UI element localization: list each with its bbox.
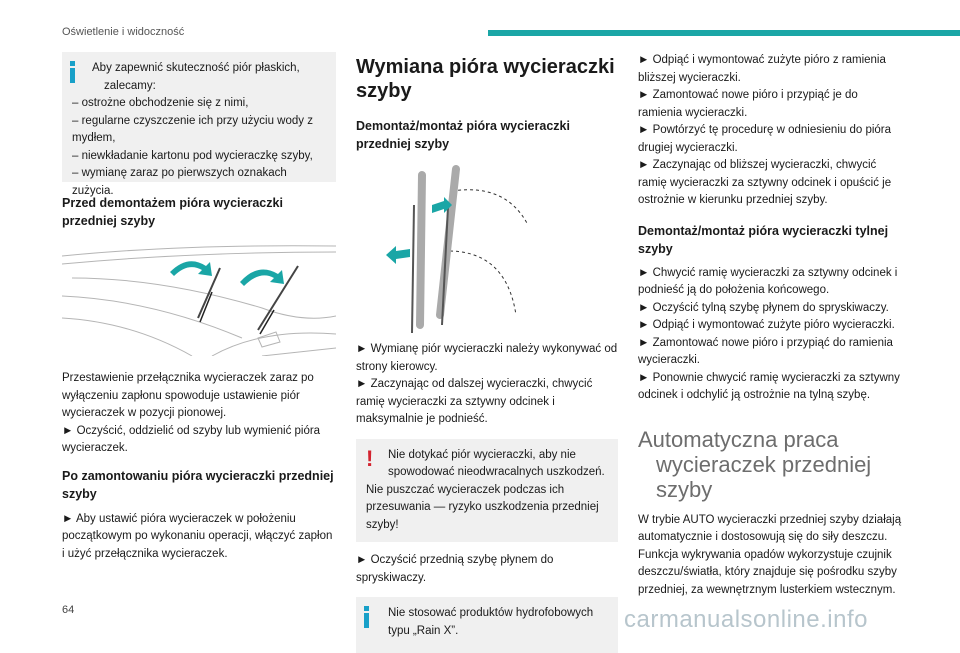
step-lower: ► Zaczynając od bliższej wycieraczki, chwycić ramię wycieraczki za sztywny odcinek i opuścić je ostrożnie w kierunku przedniej szyby. (638, 159, 892, 206)
column-3 (638, 52, 902, 599)
heading-before-removal: Przed demontażem pióra wycieraczki przedniej szyby (62, 196, 283, 228)
subheading-rear-wiper: Demontaż/montaż pióra wycieraczki tylnej szyby (638, 223, 889, 256)
watermark: carmanualsonline.info (624, 606, 868, 633)
warning-first: Nie dotykać piór wycieraczki, aby nie spowodować nieodwracalnych uszkodzeń. (388, 448, 605, 478)
header-accent-bar (488, 30, 960, 36)
step-lift-arm: ► Zaczynając od dalszej wycieraczki, chwycić ramię wycieraczki za sztywny odcinek i maksymalnie je podnieść. (356, 378, 593, 425)
step-clean: ► Oczyścić, oddzielić od szyby lub wymienić pióra wycieraczek. (62, 424, 321, 454)
heading-after-install: Po zamontowaniu pióra wycieraczki przedniej szyby (62, 468, 334, 501)
info-note-rain-x-text: Nie stosować produktów hydrofobowych typu „Rain X”. (388, 607, 594, 637)
wiper-lift-illustration (356, 165, 618, 335)
info-note-item: – ostrożne obchodzenie się z nimi, (72, 97, 249, 109)
column-1 (62, 52, 336, 563)
info-note-first-line: Aby zapewnić skuteczność piór płaskich, (92, 62, 300, 74)
running-header: Oświetlenie i widoczność (62, 26, 185, 38)
info-note-second-line: zalecamy: (104, 79, 156, 92)
info-icon (70, 61, 75, 83)
windscreen-wipers-illustration (62, 238, 336, 356)
rear-step: ► Odpiąć i wymontować zużyte pióro wycieraczki. (638, 319, 895, 331)
section-title-wiper-replacement: Wymiana pióra wycieraczki szyby (356, 56, 615, 102)
rear-step: ► Chwycić ramię wycieraczki za sztywny odcinek i podnieść ją do położenia końcowego. (638, 266, 898, 296)
info-note-item: – wymianę zaraz po pierwszych oznakach zużycia. (72, 167, 287, 197)
step-clean-windscreen: ► Oczyścić przednią szybę płynem do spryskiwaczy. (356, 554, 554, 584)
column-2 (356, 52, 618, 653)
warning-rest: Nie puszczać wycieraczek podczas ich przesuwania — ryzyko uszkodzenia przedniej szyby! (366, 483, 599, 531)
page-number: 64 (62, 604, 75, 616)
step-fit-new: ► Zamontować nowe pióro i przypiąć je do ramienia wycieraczki. (638, 89, 858, 119)
info-note-rain-x (356, 597, 618, 653)
section-title-line2: wycieraczek przedniej szyby (656, 451, 872, 502)
info-note-item: – regularne czyszczenie ich przy użyciu wody z mydłem, (72, 114, 313, 144)
rear-step: ► Oczyścić tylną szybę płynem do spryskiwaczy. (638, 301, 889, 314)
step-repeat: ► Powtórzyć tę procedurę w odniesieniu do pióra drugiej wycieraczki. (638, 124, 892, 154)
step-reset: ► Aby ustawić pióra wycieraczek w położeniu początkowym po wykonaniu operacji, włączyć zapłon i użyć przełącznika wycieraczek. (62, 512, 333, 560)
auto-wiping-text: W trybie AUTO wycieraczki przedniej szyby działają automatycznie i dostosowują się do siły deszczu. Funkcja wykrywania opadów wykorzystuje czujnik deszczu/światła, który znajduje się pośrodku szyby przedniej, za wewnętrznym lusterkiem wstecznym. (638, 513, 902, 596)
info-icon (364, 606, 369, 628)
rear-step: ► Zamontować nowe pióro i przypiąć do ramienia wycieraczki. (638, 336, 893, 366)
subheading-front-wiper: Demontaż/montaż pióra wycieraczki przedniej szyby (356, 119, 570, 151)
info-note (62, 52, 336, 197)
step-unclip: ► Odpiąć i wymontować zużyte pióro z ramienia bliższej wycieraczki. (638, 54, 886, 84)
step-driver-side: ► Wymianę piór wycieraczki należy wykonywać od strony kierowcy. (356, 343, 618, 373)
rear-step: ► Ponownie chwycić ramię wycieraczki za sztywny odcinek i odchylić ją ostrożnie na tylną szybę. (638, 371, 900, 401)
paragraph-switch: Przestawienie przełącznika wycieraczek zaraz po wyłączeniu zapłonu spowoduje ustawienie piór wycieraczek w pozycji pionowej. (62, 372, 314, 419)
section-title-auto-wiping (638, 427, 902, 502)
info-note-item: – niewkładanie kartonu pod wycieraczkę szyby, (72, 149, 313, 162)
section-title-line1: Automatyczna praca (638, 426, 839, 452)
warning-icon: ! (366, 445, 374, 471)
warning-note (356, 439, 618, 543)
